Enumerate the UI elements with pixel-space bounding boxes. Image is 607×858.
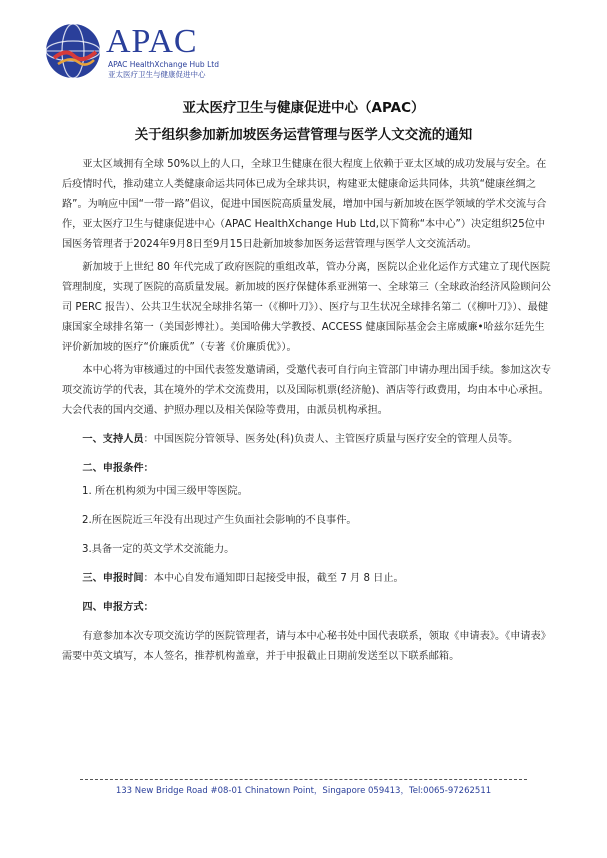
section-support-text: ：中国医院分管领导、医务处(科)负责人、主管医疗质量与医疗安全的管理人员等。	[143, 434, 519, 445]
section-method-label: 四、申报方式：	[82, 602, 154, 613]
organization-title: 亚太医疗卫生与健康促进中心（APAC）	[182, 100, 425, 116]
section-support	[62, 430, 552, 450]
section-time	[62, 569, 552, 589]
condition-item: 3.具备一定的英文学术交流能力。	[82, 544, 235, 555]
condition-item: 2.所在医院近三年没有出现过产生负面社会影响的不良事件。	[82, 515, 357, 526]
footer-divider	[80, 779, 527, 780]
paragraph-intro: 亚太区域拥有全球 50%以上的人口，全球卫生健康在很大程度上依赖于亚太区域的成功发展与安全。在后疫情时代，推动建立人类健康命运共同体已成为全球共识，构建亚太健康命运共同体，共筑“健康丝绸之路”。为响应中国“一带一路”倡议，促进中国医院高质量发展，增加中国与新加坡在医学领域的学术交流与合作，亚太医疗卫生与健康促进中心（APAC HealthXchange Hub Ltd,以下简称“本中心”）决定组织25位中国医务管理者于2024年9月8日至9月15日赴新加坡参加医务运营管理与医学人文交流活动。	[62, 159, 547, 250]
footer-address: 133 New Bridge Road #08-01 Chinatown Point，Singapore 059413，Tel:0065-97262511	[115, 786, 492, 796]
document-body	[62, 155, 552, 667]
globe-logo-icon	[44, 22, 102, 80]
brand-name: APAC	[106, 23, 198, 60]
section-time-text: ：本中心自发布通知即日起接受申报，截至 7 月 8 日止。	[143, 573, 404, 584]
condition-item: 1. 所在机构须为中国三级甲等医院。	[82, 486, 248, 497]
paragraph-funding: 本中心将为审核通过的中国代表签发邀请函，受邀代表可自行向主管部门申请办理出国手续。参加这次专项交流访学的代表，其在境外的学术交流费用，以及国际机票(经济舱)、酒店等行政费用，均由本中心承担。大会代表的国内交通、护照办理以及相关保险等费用，由派员机构承担。	[62, 365, 552, 416]
brand-english-name: APAC HealthXchange Hub Ltd	[108, 60, 219, 69]
notice-title: 关于组织参加新加坡医务运营管理与医学人文交流的通知	[134, 127, 473, 143]
apac-logo	[44, 22, 304, 84]
section-conditions-label: 二、申报条件：	[82, 463, 154, 474]
brand-chinese-name: 亚太医疗卫生与健康促进中心	[108, 70, 206, 79]
section-method-text: 有意参加本次专项交流访学的医院管理者，请与本中心秘书处中国代表联系，领取《申请表》。《申请表》需要中英文填写，本人签名，推荐机构盖章，并于申报截止日期前发送至以下联系邮箱。	[62, 631, 551, 662]
section-support-label: 一、支持人员	[82, 434, 144, 445]
paragraph-singapore: 新加坡于上世纪 80 年代完成了政府医院的重组改革，管办分离，医院以企业化运作方式建立了现代医院管理制度，实现了医院的高质量发展。新加坡的医疗保健体系亚洲第一、全球第三（全球政治经济风险顾问公司 PERC 报告）、公共卫生状况全球排名第一（《柳叶刀》）、医疗与卫生状况全球排名第二（《柳叶刀》）、最健康国家全球排名第一（美国彭博社）。美国哈佛大学教授、ACCESS 健康国际基金会主席威廉•哈兹尔廷先生评价新加坡的医疗“价廉质优”（专著《价廉质优》）。	[62, 262, 551, 353]
section-time-label: 三、申报时间	[82, 573, 144, 584]
